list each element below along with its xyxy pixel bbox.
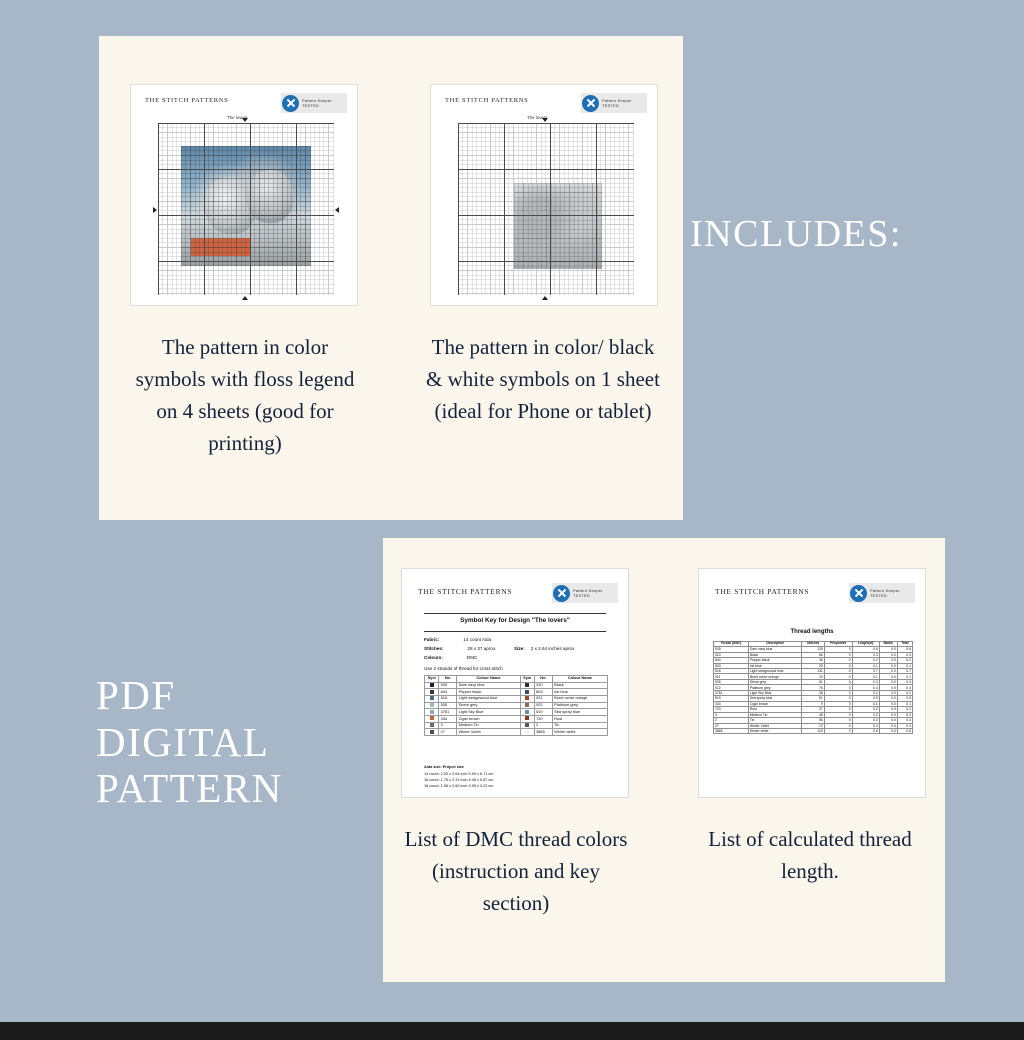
- meta-size-label: Size:: [514, 646, 525, 651]
- cell-backs: 0.0: [879, 658, 897, 663]
- colour-name-left: Light Sky Blue: [457, 709, 520, 716]
- divider-under-title: [424, 631, 606, 632]
- chart-title-1: The lovers: [227, 115, 248, 120]
- cell-backs: 0.0: [879, 712, 897, 717]
- cell-length-m-: 0.1: [852, 674, 879, 679]
- cell-thread-dmc-: 3865: [714, 729, 749, 734]
- colour-name-right: Black: [552, 682, 607, 689]
- cell-pespuntes: 0: [824, 652, 852, 657]
- dmc-number-right: 310: [534, 682, 552, 689]
- colour-name-right: Platinum grey: [552, 702, 607, 709]
- cell-backs: 0.0: [879, 679, 897, 684]
- cell-description: Burnt ochre orange: [748, 674, 802, 679]
- cell-description: Cigar brown: [748, 701, 802, 706]
- aida-size-label: Aida size: Project size: [424, 765, 464, 769]
- cell-pespuntes: 0: [824, 663, 852, 668]
- cell-stitches: 66: [802, 652, 824, 657]
- cell-stitches: 131: [802, 669, 824, 674]
- pattern-sheet-color-symbols: [130, 84, 358, 306]
- cell-pespuntes: 0: [824, 674, 852, 679]
- marker-right: [335, 207, 339, 213]
- colour-name-left: Cigar brown: [457, 716, 520, 723]
- dmc-number-left: 844: [439, 689, 457, 696]
- cell-thread-dmc-: 518: [714, 669, 749, 674]
- cell-backs: 0.0: [879, 674, 897, 679]
- cell-description: Black: [748, 652, 802, 657]
- cell-total: 0.6: [897, 729, 912, 734]
- pattern-keeper-tested-badge: [552, 583, 618, 603]
- cell-backs: 0.0: [879, 690, 897, 695]
- chart-title-2: The lovers: [527, 115, 548, 120]
- colour-name-left: Winter Violet: [457, 729, 520, 736]
- cell-total: 0.7: [897, 669, 912, 674]
- cell-stitches: 48: [802, 712, 824, 717]
- symbol-swatch-right: [520, 702, 534, 709]
- cell-pespuntes: 0: [824, 647, 852, 652]
- cell-thread-dmc-: 720: [714, 707, 749, 712]
- cell-thread-dmc-: 434: [714, 701, 749, 706]
- cell-backs: 0.0: [879, 647, 897, 652]
- cell-stitches: 110: [802, 729, 824, 734]
- colour-name-left: Dark navy blue: [457, 682, 520, 689]
- cell-backs: 0.0: [879, 729, 897, 734]
- cell-length-m-: 0.2: [852, 712, 879, 717]
- symbol-swatch-right: [520, 722, 534, 729]
- cell-thread-dmc-: 3761: [714, 690, 749, 695]
- cell-pespuntes: 0: [824, 669, 852, 674]
- colour-name-left: Stone grey: [457, 702, 520, 709]
- cell-length-m-: 0.7: [852, 669, 879, 674]
- symbol-swatch-left: [425, 682, 439, 689]
- cell-thread-dmc-: 921: [714, 674, 749, 679]
- th-description: Description: [748, 642, 802, 647]
- cell-backs: 0.0: [879, 652, 897, 657]
- pattern-keeper-tested-badge: [281, 93, 347, 113]
- cell-length-m-: 0.1: [852, 663, 879, 668]
- pattern-sheet-thread-lengths: [698, 568, 926, 798]
- cell-total: 0.4: [897, 685, 912, 690]
- caption-color-symbols: The pattern in color symbols with floss legend on 4 sheets (good for printing): [135, 335, 355, 455]
- symbol-swatch-left: [425, 729, 439, 736]
- cell-pespuntes: 0: [824, 696, 852, 701]
- pattern-keeper-tested-badge: [581, 93, 647, 113]
- cell-length-m-: 0.3: [852, 679, 879, 684]
- symbol-swatch-right: [520, 716, 534, 723]
- dmc-number-left: 434: [439, 716, 457, 723]
- cell-total: 0.5: [897, 696, 912, 701]
- cell-thread-dmc-: 535: [714, 679, 749, 684]
- dmc-number-left: 27: [439, 729, 457, 736]
- tested-check-icon: [582, 95, 599, 112]
- colour-name-right: Sea spray blue: [552, 709, 607, 716]
- cell-stitches: 37: [802, 707, 824, 712]
- cell-description: Rust: [748, 707, 802, 712]
- cell-stitches: 46: [802, 658, 824, 663]
- cell-length-m-: 0.3: [852, 652, 879, 657]
- cell-thread-dmc-: 922: [714, 685, 749, 690]
- th-total: Total: [897, 642, 912, 647]
- thread-lengths-table: [713, 641, 913, 734]
- symbol-swatch-left: [425, 702, 439, 709]
- cell-stitches: 29: [802, 663, 824, 668]
- cell-pespuntes: 0: [824, 685, 852, 690]
- colour-name-right: Winter white: [552, 729, 607, 736]
- cell-pespuntes: 0: [824, 707, 852, 712]
- table-row: [425, 722, 608, 729]
- dmc-number-left: 3: [439, 722, 457, 729]
- meta-fabric-label: Fabric:: [424, 637, 440, 642]
- pdf-heading-line-1: PDF: [96, 672, 176, 718]
- cell-description: Stone grey: [748, 679, 802, 684]
- aida-line-1: 14 count: 2.00 x 2.64 inch 5.90 x 6.71 cm: [424, 772, 494, 776]
- sheet-brand-title: THE STITCH PATTERNS: [445, 97, 529, 104]
- symbol-swatch-right: [520, 682, 534, 689]
- symbol-swatch-right: [520, 729, 534, 736]
- cell-backs: 0.0: [879, 669, 897, 674]
- cell-description: Sea spray blue: [748, 696, 802, 701]
- cell-total: 0.2: [897, 712, 912, 717]
- dmc-number-left: 518: [439, 696, 457, 703]
- aida-line-3: 18 count: 1.56 x 2.60 inch 3.95 x 3.22 cm: [424, 784, 494, 788]
- cell-backs: 0.0: [879, 663, 897, 668]
- badge-line-2: TESTED: [573, 593, 590, 598]
- cell-backs: 0.0: [879, 707, 897, 712]
- symbol-swatch-right: [520, 709, 534, 716]
- colour-name-left: Medium Tin: [457, 722, 520, 729]
- table-row: [425, 682, 608, 689]
- th-sym-1: Sym: [425, 676, 439, 683]
- symbol-swatch-right: [520, 689, 534, 696]
- grid-bold-lines: [158, 123, 334, 295]
- cell-length-m-: 0.3: [852, 718, 879, 723]
- dmc-number-right: 922: [534, 702, 552, 709]
- cell-stitches: 19: [802, 674, 824, 679]
- badge-line-2: TESTED: [870, 593, 887, 598]
- bottom-bar: [0, 1022, 1024, 1040]
- cell-thread-dmc-: 803: [714, 663, 749, 668]
- aida-line-2: 16 count: 1.75 x 2.31 inch 4.45 x 5.87 cm: [424, 778, 494, 782]
- marker-top: [242, 118, 248, 122]
- th-length-m-: Length(m): [852, 642, 879, 647]
- sheet-brand-title: THE STITCH PATTERNS: [145, 97, 229, 104]
- cell-description: Dark navy blue: [748, 647, 802, 652]
- cell-pespuntes: 0: [824, 723, 852, 728]
- cell-backs: 0.0: [879, 685, 897, 690]
- colour-name-right: Rust: [552, 716, 607, 723]
- cell-description: Platinum grey: [748, 685, 802, 690]
- cell-description: Pepper black: [748, 658, 802, 663]
- dmc-number-left: 535: [439, 702, 457, 709]
- caption-thread-length: List of calculated thread length.: [708, 827, 912, 883]
- cell-thread-dmc-: 2: [714, 718, 749, 723]
- cell-backs: 0.0: [879, 696, 897, 701]
- sheet-brand-title: THE STITCH PATTERNS: [418, 587, 513, 596]
- tested-check-icon: [553, 585, 570, 602]
- cell-total: 0.1: [897, 674, 912, 679]
- dmc-number-right: 519: [534, 709, 552, 716]
- cell-total: 0.4: [897, 723, 912, 728]
- badge-line-1: Pattern Keeper: [870, 588, 900, 593]
- pattern-sheet-symbol-key: [401, 568, 629, 798]
- cell-length-m-: 0.1: [852, 701, 879, 706]
- dmc-number-right: 803: [534, 689, 552, 696]
- marker-left: [153, 207, 157, 213]
- pdf-digital-pattern-heading: [96, 672, 283, 812]
- colour-name-right: Tin: [552, 722, 607, 729]
- cell-description: Winter Violet: [748, 723, 802, 728]
- colour-name-left: Light wedgewood blue: [457, 696, 520, 703]
- meta-colours-label: Colours:: [424, 655, 443, 660]
- symbol-swatch-left: [425, 709, 439, 716]
- cell-thread-dmc-: 27: [714, 723, 749, 728]
- divider-top: [424, 613, 606, 614]
- cell-backs: 0.0: [879, 718, 897, 723]
- cell-length-m-: 0.4: [852, 723, 879, 728]
- th-backs: Backs: [879, 642, 897, 647]
- cell-length-m-: 0.2: [852, 707, 879, 712]
- cell-description: Winter white: [748, 729, 802, 734]
- cell-pespuntes: 0: [824, 690, 852, 695]
- table-row: [425, 729, 608, 736]
- grid-bold-lines: [458, 123, 634, 295]
- badge-line-1: Pattern Keeper: [302, 98, 332, 103]
- meta-colours-value: DMC: [466, 655, 478, 660]
- th-thread-dmc-: Thread (DMC): [714, 642, 749, 647]
- cell-backs: 0.0: [879, 701, 897, 706]
- dmc-number-left: 3761: [439, 709, 457, 716]
- cell-total: 0.1: [897, 701, 912, 706]
- badge-line-2: TESTED: [602, 103, 619, 108]
- chart-grid-color: [158, 123, 334, 295]
- cell-pespuntes: 0: [824, 658, 852, 663]
- cell-backs: 0.0: [879, 723, 897, 728]
- chart-grid-bw: [458, 123, 634, 295]
- symbol-swatch-left: [425, 696, 439, 703]
- th-name-1: Colour Name: [457, 676, 520, 683]
- symbol-key-table: [424, 675, 608, 736]
- thread-lengths-title: Thread lengths: [790, 629, 834, 635]
- table-row: [425, 702, 608, 709]
- symbol-swatch-left: [425, 722, 439, 729]
- cell-pespuntes: 0: [824, 679, 852, 684]
- cell-thread-dmc-: 310: [714, 652, 749, 657]
- colour-name-right: Burnt ochre orange: [552, 696, 607, 703]
- cell-description: Light Sky Blue: [748, 690, 802, 695]
- cell-total: 0.3: [897, 652, 912, 657]
- table-header-row: [425, 676, 608, 683]
- cell-thread-dmc-: 844: [714, 658, 749, 663]
- cell-stitches: 72: [802, 723, 824, 728]
- th-sym-2: Sym: [520, 676, 534, 683]
- cell-pespuntes: 0: [824, 701, 852, 706]
- cell-stitches: 51: [802, 679, 824, 684]
- meta-stitches-label: Stitches:: [424, 646, 444, 651]
- sheet-brand-title: THE STITCH PATTERNS: [715, 587, 810, 596]
- meta-size: [514, 646, 574, 651]
- cell-thread-dmc-: 3: [714, 712, 749, 717]
- marker-bottom: [542, 296, 548, 300]
- cell-pespuntes: 0: [824, 718, 852, 723]
- table-row: [425, 716, 608, 723]
- cell-pespuntes: 0: [824, 729, 852, 734]
- meta-size-value: 2 x 2.64 inches aprox: [530, 646, 575, 651]
- pdf-heading-line-3: PATTERN: [96, 765, 283, 812]
- pattern-sheet-bw-symbols: [430, 84, 658, 306]
- cell-total: 0.6: [897, 647, 912, 652]
- meta-fabric-value: 14 count Aida: [463, 637, 492, 642]
- cell-length-m-: 0.2: [852, 658, 879, 663]
- cell-description: Medium Tin: [748, 712, 802, 717]
- cell-stitches: 38: [802, 690, 824, 695]
- badge-line-2: TESTED: [302, 103, 319, 108]
- cell-length-m-: 0.6: [852, 729, 879, 734]
- meta-stitches: [424, 646, 497, 651]
- dmc-number-right: 2: [534, 722, 552, 729]
- cell-description: Tin: [748, 718, 802, 723]
- dmc-number-right: 720: [534, 716, 552, 723]
- th-no-1: No.: [439, 676, 457, 683]
- cell-stitches: 91: [802, 696, 824, 701]
- colour-name-right: Ink blue: [552, 689, 607, 696]
- caption-dmc-list: List of DMC thread colors (instruction and key section): [404, 827, 628, 915]
- cell-description: Light wedgewood blue: [748, 669, 802, 674]
- cell-total: 0.1: [897, 663, 912, 668]
- cell-total: 0.2: [897, 690, 912, 695]
- cell-total: 0.3: [897, 679, 912, 684]
- cell-length-m-: 0.4: [852, 685, 879, 690]
- th-no-2: No.: [534, 676, 552, 683]
- tested-check-icon: [850, 585, 867, 602]
- cell-description: Ink blue: [748, 663, 802, 668]
- caption-bw-symbols: The pattern in color/ black & white symbols on 1 sheet (ideal for Phone or tablet): [426, 335, 660, 423]
- table-row: [425, 696, 608, 703]
- aida-size-title: [424, 765, 464, 771]
- th-stitches: Stitches: [802, 642, 824, 647]
- symbol-swatch-left: [425, 689, 439, 696]
- cell-total: 0.2: [897, 658, 912, 663]
- symbol-key-title: Symbol Key for Design "The lovers": [460, 617, 570, 624]
- cell-length-m-: 0.2: [852, 690, 879, 695]
- marker-top: [542, 118, 548, 122]
- symbol-swatch-left: [425, 716, 439, 723]
- cell-stitches: 125: [802, 647, 824, 652]
- colour-name-left: Pepper black: [457, 689, 520, 696]
- table-row: [425, 709, 608, 716]
- cell-thread-dmc-: 939: [714, 647, 749, 652]
- cell-stitches: 76: [802, 685, 824, 690]
- badge-line-1: Pattern Keeper: [602, 98, 632, 103]
- dmc-number-left: 939: [439, 682, 457, 689]
- includes-heading: INCLUDES:: [690, 213, 902, 255]
- cell-stitches: 9: [802, 701, 824, 706]
- cell-length-m-: 0.5: [852, 696, 879, 701]
- instruction-text: Use 2 strands of thread for cross stitch: [424, 666, 503, 671]
- cell-length-m-: 0.6: [852, 647, 879, 652]
- cell-total: 0.3: [897, 718, 912, 723]
- cell-pespuntes: 0: [824, 712, 852, 717]
- th-name-2: Colour Name: [552, 676, 607, 683]
- table-row: [714, 729, 913, 734]
- symbol-swatch-right: [520, 696, 534, 703]
- pattern-keeper-tested-badge: [849, 583, 915, 603]
- dmc-number-right: 921: [534, 696, 552, 703]
- marker-bottom: [242, 296, 248, 300]
- tested-check-icon: [282, 95, 299, 112]
- th-pespuntes: Pespuntes: [824, 642, 852, 647]
- dmc-number-right: 3865: [534, 729, 552, 736]
- meta-fabric: [424, 637, 491, 642]
- badge-line-1: Pattern Keeper: [573, 588, 603, 593]
- cell-thread-dmc-: 519: [714, 696, 749, 701]
- cell-total: 0.2: [897, 707, 912, 712]
- pdf-heading-line-2: DIGITAL: [96, 718, 270, 765]
- cell-stitches: 56: [802, 718, 824, 723]
- meta-colours: [424, 655, 477, 660]
- meta-stitches-value: 28 x 37 aprox.: [467, 646, 497, 651]
